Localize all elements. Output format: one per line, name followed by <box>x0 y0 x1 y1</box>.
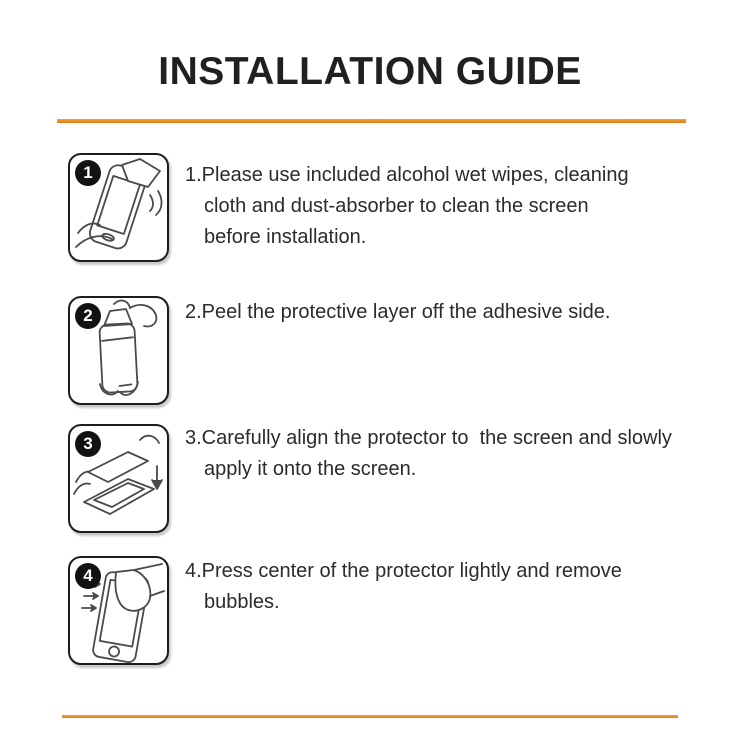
step-3-text <box>185 423 672 485</box>
step-3-line: 3.Carefully align the protector to the screen and slowly <box>185 427 672 449</box>
step-3-line: apply it onto the screen. <box>204 458 417 480</box>
step-4-line: bubbles. <box>204 591 280 613</box>
step-2-illustration <box>68 296 169 405</box>
step-1-line: cloth and dust-absorber to clean the screen <box>204 195 589 217</box>
step-4-number-badge: 4 <box>75 563 101 589</box>
step-3-number-badge: 3 <box>75 431 101 457</box>
step-1-number-badge: 1 <box>75 160 101 186</box>
step-4-illustration <box>68 556 169 665</box>
step-2-number-badge: 2 <box>75 303 101 329</box>
step-1-line: 1.Please use included alcohol wet wipes, cleaning <box>185 164 629 186</box>
step-2-line: 2.Peel the protective layer off the adhesive side. <box>185 301 611 323</box>
bottom-divider <box>62 715 678 718</box>
step-4-text <box>185 556 622 618</box>
step-2-text <box>185 297 610 328</box>
step-3-illustration <box>68 424 169 533</box>
step-4-line: 4.Press center of the protector lightly and remove <box>185 560 622 582</box>
step-1-text <box>185 160 629 253</box>
step-1-line: before installation. <box>204 226 367 248</box>
top-divider <box>57 119 686 123</box>
step-1-illustration <box>68 153 169 262</box>
page-title: INSTALLATION GUIDE <box>158 50 582 93</box>
